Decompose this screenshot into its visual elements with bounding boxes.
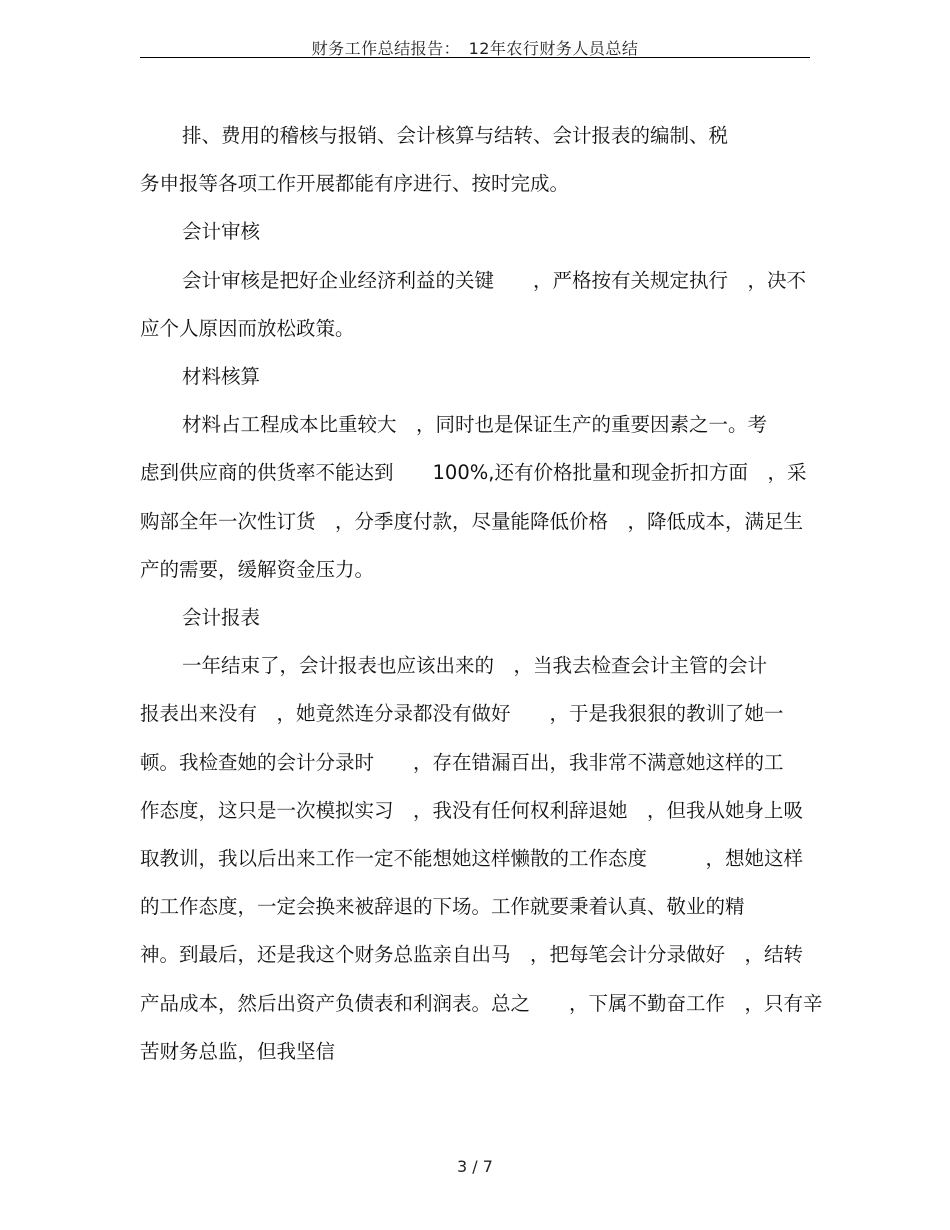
section-heading-material-accounting: 材料核算 (182, 365, 261, 389)
body-line: 务申报等各项工作开展都能有序进行、按时完成。 (140, 172, 570, 196)
body-line: 的工作态度，一定会换来被辞退的下场。工作就要秉着认真、敬业的精 (140, 895, 745, 919)
body-line: 应个人原因而放松政策。 (140, 316, 355, 340)
page-number: 3 / 7 (457, 1157, 493, 1176)
body-line: 苦财务总监，但我坚信 (140, 1039, 336, 1063)
body-line: 报表出来没有 ，她竟然连分录都没有做好 ，于是我狠狠的教训了她一 (140, 702, 784, 726)
body-line: 产的需要，缓解资金压力。 (140, 557, 375, 581)
body-line: 产品成本，然后出资产负债表和利润表。总之 ，下属不勤奋工作 ，只有辛 (140, 991, 823, 1015)
body-line: 取教训，我以后出来工作一定不能想她这样懒散的工作态度 ，想她这样 (140, 847, 804, 871)
body-line: 神。到最后，还是我这个财务总监亲自出马 ，把每笔会计分录做好 ，结转 (140, 943, 804, 967)
body-line: 顿。我检查她的会计分录时 ，存在错漏百出，我非常不满意她这样的工 (140, 750, 784, 774)
page-header-title: 财务工作总结报告： 12年农行财务人员总结 (311, 39, 639, 58)
body-line: 作态度，这只是一次模拟实习 ，我没有任何权利辞退她 ，但我从她身上吸 (140, 798, 804, 822)
body-line: 排、费用的稽核与报销、会计核算与结转、会计报表的编制、税 (182, 124, 729, 147)
body-line: 虑到供应商的供货率不能达到 100%,还有价格批量和现金折扣方面 ，采 (140, 461, 807, 485)
body-line: 材料占工程成本比重较大 ，同时也是保证生产的重要因素之一。考 (182, 413, 768, 437)
body-line: 一年结束了，会计报表也应该出来的 ，当我去检查会计主管的会计 (182, 654, 768, 678)
section-heading-accounting-review: 会计审核 (182, 220, 261, 244)
body-line: 会计审核是把好企业经济利益的关键 ，严格按有关规定执行 ，决不 (182, 268, 807, 292)
document-body (140, 112, 823, 1076)
body-line: 购部全年一次性订货 ，分季度付款，尽量能降低价格 ，降低成本，满足生 (140, 509, 804, 533)
section-heading-accounting-statements: 会计报表 (182, 606, 261, 630)
header-divider (140, 57, 810, 58)
